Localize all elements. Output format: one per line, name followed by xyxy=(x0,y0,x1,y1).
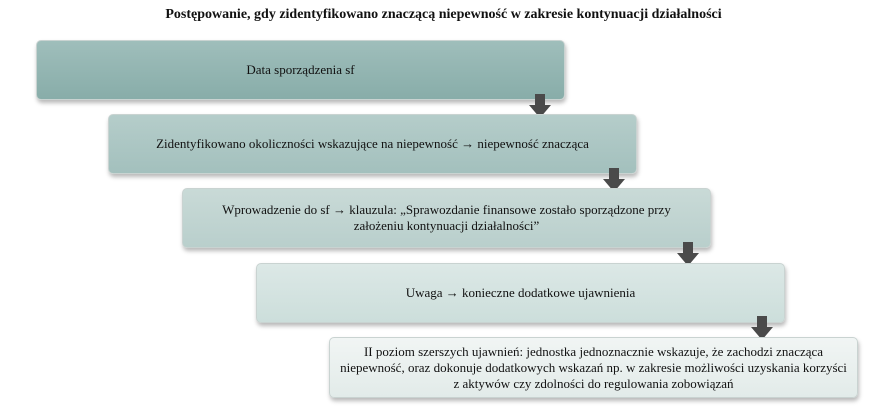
step-text-4: Uwaga → konieczne dodatkowe ujawnienia xyxy=(405,285,636,300)
step-box-4 xyxy=(256,263,785,323)
step-box-1 xyxy=(36,40,565,100)
step-box-2 xyxy=(108,114,637,174)
step-text-2: Zidentyfikowano okoliczności wskazujące na niepewność → niepewność znacząca xyxy=(156,136,589,151)
step-text-3: Wprowadzenie do sf → klauzula: „Sprawozdanie finansowe zostało sporządzone przy założeniu kontynuacji działalności” xyxy=(222,202,671,233)
step-text-1: Data sporządzenia sf xyxy=(246,62,355,77)
step-box-5 xyxy=(329,337,858,398)
diagram-title: Postępowanie, gdy zidentyfikowano znaczącą niepewność w zakresie kontynuacji działalności xyxy=(165,7,722,22)
step-box-3 xyxy=(182,188,711,248)
step-text-5: II poziom szerszych ujawnień: jednostka jednoznacznie wskazuje, że zachodzi znacząca niepewność, oraz dokonuje dodatkowych wskazań np. w zakresie możliwości uzyskania korzyści z aktywów czy zdolności do regulowania zobowiązań xyxy=(340,343,847,391)
